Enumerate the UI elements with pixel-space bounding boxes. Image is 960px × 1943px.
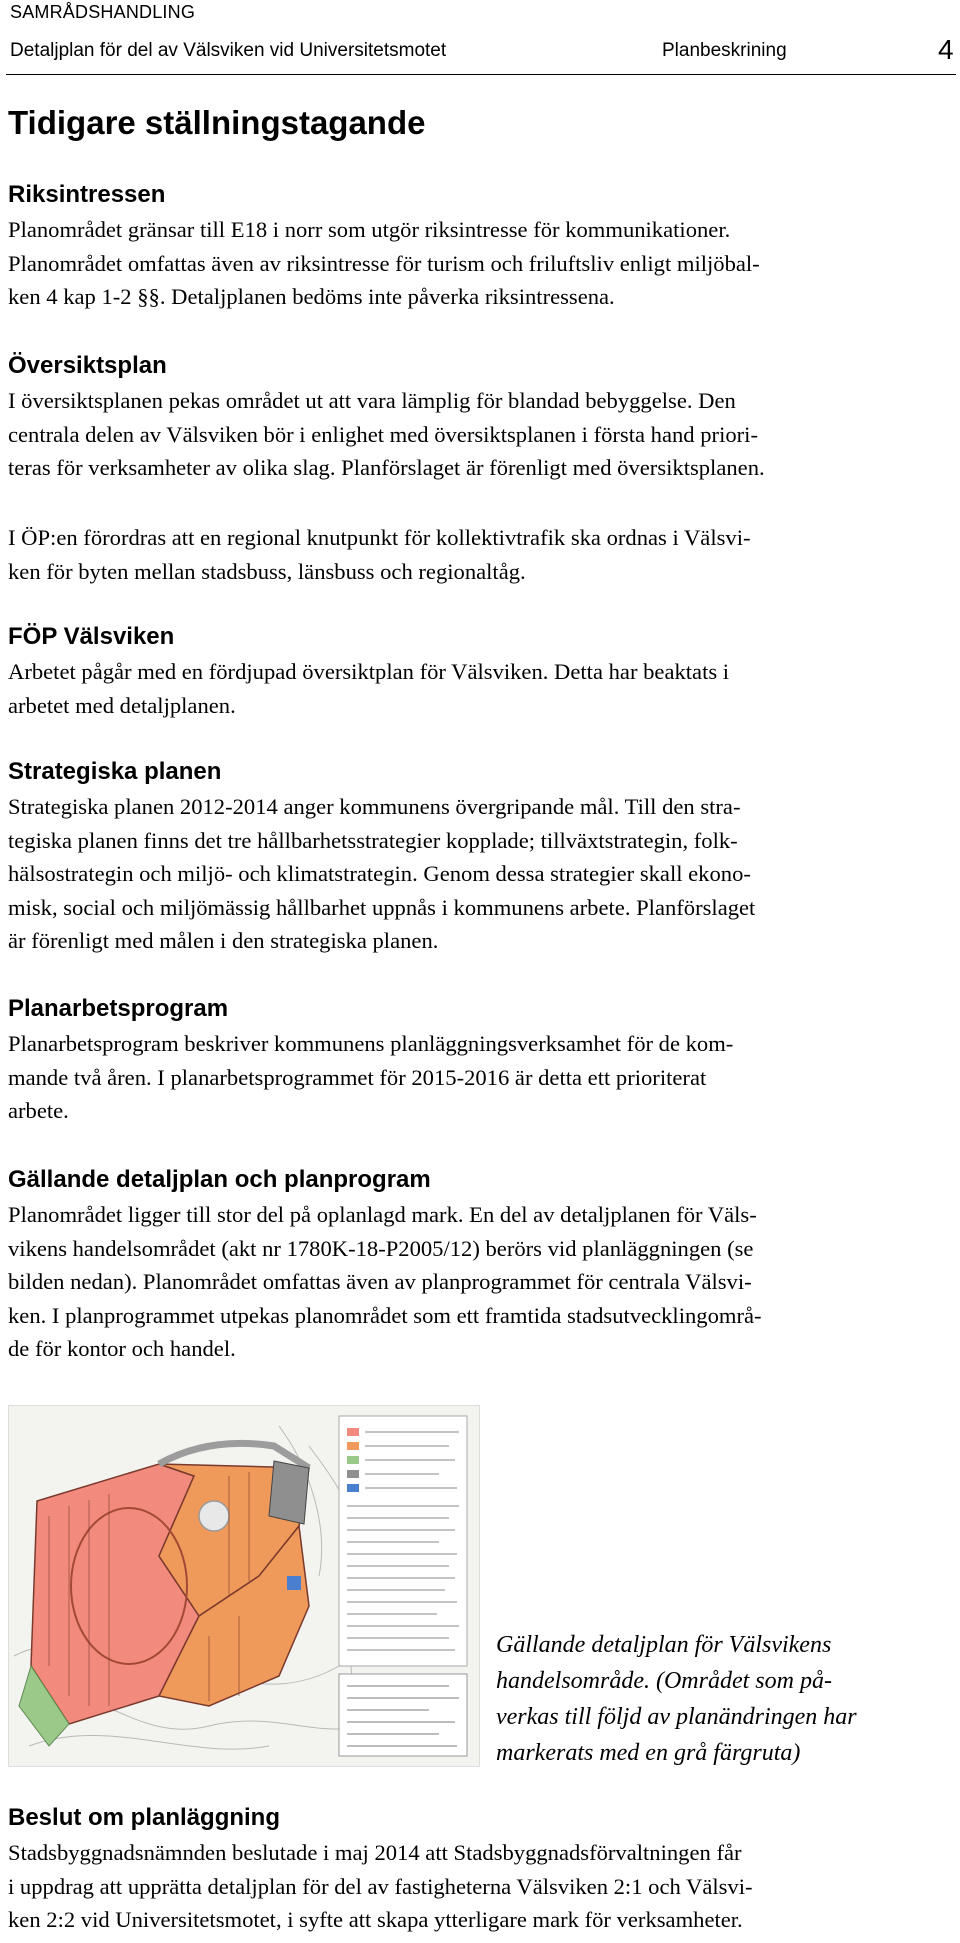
text-line: arbetet med detaljplanen. <box>8 692 236 718</box>
document-type: Planbeskrining <box>662 40 787 61</box>
section-heading-gallande: Gällande detaljplan och planprogram <box>8 1166 431 1193</box>
caption-line: handelsområde. (Området som på- <box>496 1668 832 1694</box>
section-heading-oversiktsplan: Översiktsplan <box>8 352 167 379</box>
detail-plan-map-drawing <box>9 1406 479 1766</box>
page-title: Tidigare ställningstagande <box>8 104 426 141</box>
document-status: SAMRÅDSHANDLING <box>10 2 196 22</box>
text-line: de för kontor och handel. <box>8 1336 236 1361</box>
text-line: Arbetet pågår med en fördjupad översiktplan för Välsviken. Detta har beaktats i <box>8 659 730 684</box>
text-line: Planområdet omfattas även av riksintresse för turism och friluftsliv enligt miljöbal- <box>8 250 760 276</box>
text-line: ken 2:2 vid Universitetsmotet, i syfte att skapa ytterligare mark för verksamheter. <box>8 1907 743 1932</box>
zone-grey-affected <box>269 1461 309 1524</box>
text-line: I översiktsplanen pekas området ut att vara lämplig för blandad bebyggelse. Den <box>8 388 736 413</box>
text-line: Strategiska planen 2012-2014 anger kommunens övergripande mål. Till den stra- <box>8 794 741 819</box>
text-line: ken för byten mellan stadsbuss, länsbuss och regionaltåg. <box>8 558 526 584</box>
detail-plan-map <box>8 1405 480 1767</box>
section-heading-fop: FÖP Välsviken <box>8 623 175 650</box>
text-line: Planområdet gränsar till E18 i norr som utgör riksintresse för kommunikationer. <box>8 217 731 242</box>
text-line: vikens handelsområdet (akt nr 1780K-18-P2005/12) berörs vid planläggningen (se <box>8 1235 754 1261</box>
caption-line: verkas till följd av planändringen har <box>496 1704 857 1730</box>
text-line: Planarbetsprogram beskriver kommunens planläggningsverksamhet för de kom- <box>8 1031 734 1056</box>
caption-line: markerats med en grå färgruta) <box>496 1740 801 1766</box>
document-name: Detaljplan för del av Välsviken vid Universitetsmotet <box>10 40 447 61</box>
paragraph-planarbetsprogram <box>8 1027 960 1128</box>
text-line: bilden nedan). Planområdet omfattas även av planprogrammet för centrala Välsvi- <box>8 1269 752 1294</box>
section-heading-riksintressen: Riksintressen <box>8 181 166 208</box>
paragraph-beslut <box>8 1836 960 1937</box>
text-line: centrala delen av Välsviken bör i enlighet med översiktsplanen i första hand priori- <box>8 421 758 447</box>
header-divider <box>6 74 956 75</box>
text-line: ken 4 kap 1-2 §§. Detaljplanen bedöms inte påverka riksintressena. <box>8 284 615 309</box>
text-line: Planområdet ligger till stor del på oplanlagd mark. En del av detaljplanen för Väls- <box>8 1202 757 1227</box>
paragraph-gallande <box>8 1198 960 1366</box>
paragraph-fop <box>8 655 960 722</box>
text-line: ken. I planprogrammet utpekas planområdet som ett framtida stadsutvecklingområ- <box>8 1302 762 1328</box>
text-line: tegiska planen finns det tre hållbarhetsstrategier kopplade; tillväxtstrategin, folk- <box>8 827 738 853</box>
text-line: mande två åren. I planarbetsprogrammet för 2015-2016 är detta ett prioriterat <box>8 1064 707 1090</box>
paragraph-oversiktsplan-2 <box>8 521 960 588</box>
roundabout <box>199 1501 229 1531</box>
text-line: Stadsbyggnadsnämnden beslutade i maj 2014 att Stadsbyggnadsförvaltningen får <box>8 1840 742 1865</box>
paragraph-strategiska <box>8 790 960 958</box>
text-line: misk, social och miljömässig hållbarhet uppnås i kommunens arbete. Planförslaget <box>8 894 756 920</box>
text-line: hälsostrategin och miljö- och klimatstrategin. Genom dessa strategier skall ekono- <box>8 861 751 886</box>
text-line: teras för verksamheter av olika slag. Planförslaget är förenligt med översiktsplanen. <box>8 455 765 480</box>
text-line: I ÖP:en förordras att en regional knutpunkt för kollektivtrafik ska ordnas i Välsvi- <box>8 525 751 550</box>
page-number: 4 <box>938 34 954 65</box>
paragraph-riksintressen <box>8 213 960 314</box>
caption-line: Gällande detaljplan för Välsvikens <box>496 1632 832 1658</box>
text-line: arbete. <box>8 1098 69 1123</box>
paragraph-oversiktsplan <box>8 384 960 485</box>
section-heading-strategiska: Strategiska planen <box>8 758 222 785</box>
text-line: i uppdrag att upprätta detaljplan för del av fastigheterna Välsviken 2:1 och Välsvi- <box>8 1873 753 1899</box>
section-heading-beslut: Beslut om planläggning <box>8 1804 281 1831</box>
zone-blue-water <box>287 1576 301 1590</box>
figure-caption <box>496 1627 956 1771</box>
text-line: är förenligt med målen i den strategiska planen. <box>8 928 439 953</box>
section-heading-planarbetsprogram: Planarbetsprogram <box>8 995 229 1022</box>
